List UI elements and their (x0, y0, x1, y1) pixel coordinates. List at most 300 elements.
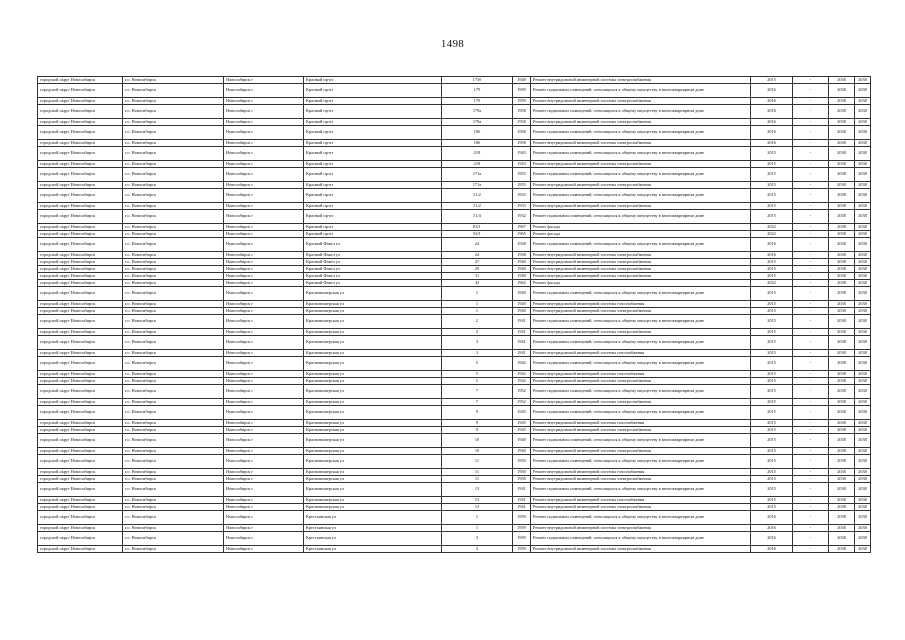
municipality-cell: городской округ Новосибирск (38, 119, 123, 126)
period-start-cell: 2038 (829, 476, 855, 483)
table-row (38, 126, 871, 140)
work-type-cell: Ремонт внутридомовой инженерной системы электроснабжения (531, 525, 751, 532)
period-start-cell: 2038 (829, 329, 855, 336)
house-cell: 13 (442, 483, 513, 497)
city-cell: Новосибирск г (224, 168, 304, 182)
planned-year-cell: 2015 (751, 273, 793, 280)
planned-year-cell: 2016 (751, 105, 793, 119)
city-cell: Новосибирск г (224, 252, 304, 259)
municipality-cell: городской округ Новосибирск (38, 420, 123, 427)
dash-cell: - (793, 532, 829, 546)
dash-cell: - (793, 140, 829, 147)
table-row (38, 434, 871, 448)
dash-cell: - (793, 455, 829, 469)
work-type-cell: Ремонт внутридомовой инженерной системы электроснабжения (531, 476, 751, 483)
table-row (38, 546, 871, 553)
house-cell: 31 (442, 273, 513, 280)
year-built-cell: 1941 (513, 336, 531, 350)
table-row (38, 301, 871, 308)
district-cell: г.о. Новосибирск (123, 189, 224, 203)
period-start-cell: 2038 (829, 504, 855, 511)
city-cell: Новосибирск г (224, 182, 304, 189)
street-cell: Краснoвишерская ул (304, 385, 442, 399)
dash-cell: - (793, 238, 829, 252)
city-cell: Новосибирск г (224, 203, 304, 210)
work-type-cell: Ремонт внутридомовой инженерной системы электроснабжения (531, 259, 751, 266)
table-row (38, 427, 871, 434)
page-number: 1498 (440, 38, 465, 50)
municipality-cell: городской округ Новосибирск (38, 84, 123, 98)
city-cell: Новосибирск г (224, 84, 304, 98)
dash-cell: - (793, 420, 829, 427)
table-row (38, 182, 871, 189)
repair-registry-table (37, 76, 871, 553)
table-row (38, 399, 871, 406)
dash-cell: - (793, 252, 829, 259)
house-cell: 171а (442, 182, 513, 189)
district-cell: г.о. Новосибирск (123, 497, 224, 504)
period-end-cell: 2038 (855, 273, 871, 280)
city-cell: Новосибирск г (224, 161, 304, 168)
municipality-cell: городской округ Новосибирск (38, 203, 123, 210)
city-cell: Новосибирск г (224, 210, 304, 224)
planned-year-cell: 2015 (751, 371, 793, 378)
year-built-cell: 1952 (513, 385, 531, 399)
work-type-cell: Ремонт внутридомовой инженерной системы газоснабжения (531, 420, 751, 427)
period-start-cell: 2038 (829, 455, 855, 469)
dash-cell: - (793, 259, 829, 266)
street-cell: Крестьянская ул (304, 532, 442, 546)
period-start-cell: 2038 (829, 350, 855, 357)
work-type-cell: Ремонт внутридомовой инженерной системы электроснабжения (531, 119, 751, 126)
period-start-cell: 2038 (829, 266, 855, 273)
year-built-cell: 1958 (513, 126, 531, 140)
period-end-cell: 2038 (855, 315, 871, 329)
period-end-cell: 2038 (855, 84, 871, 98)
municipality-cell: городской округ Новосибирск (38, 385, 123, 399)
house-cell: 179 (442, 98, 513, 105)
street-cell: Краснoвишерская ул (304, 336, 442, 350)
year-built-cell: 1959 (513, 511, 531, 525)
period-start-cell: 2038 (829, 469, 855, 476)
table-row (38, 336, 871, 350)
work-type-cell: Ремонт подвальных помещений, относящихся к общему имуществу в многоквартирном доме (531, 168, 751, 182)
municipality-cell: городской округ Новосибирск (38, 525, 123, 532)
period-end-cell: 2038 (855, 371, 871, 378)
year-built-cell: 1940 (513, 287, 531, 301)
street-cell: Красный Факел ул (304, 238, 442, 252)
year-built-cell: 1940 (513, 266, 531, 273)
city-cell: Новосибирск г (224, 308, 304, 315)
work-type-cell: Ремонт внутридомовой инженерной системы электроснабжения (531, 98, 751, 105)
street-cell: Краснoвишерская ул (304, 329, 442, 336)
table-row (38, 469, 871, 476)
planned-year-cell: 2015 (751, 308, 793, 315)
dash-cell: - (793, 427, 829, 434)
period-start-cell: 2038 (829, 378, 855, 385)
district-cell: г.о. Новосибирск (123, 371, 224, 378)
municipality-cell: городской округ Новосибирск (38, 98, 123, 105)
period-start-cell: 2038 (829, 84, 855, 98)
table-row (38, 210, 871, 224)
municipality-cell: городской округ Новосибирск (38, 434, 123, 448)
house-cell: 51/4 (442, 210, 513, 224)
district-cell: г.о. Новосибирск (123, 546, 224, 553)
period-start-cell: 2038 (829, 140, 855, 147)
period-start-cell: 2038 (829, 182, 855, 189)
year-built-cell: 1962 (513, 280, 531, 287)
period-start-cell: 2038 (829, 301, 855, 308)
street-cell: Краснoвишерская ул (304, 420, 442, 427)
city-cell: Новосибирск г (224, 511, 304, 525)
table-row (38, 378, 871, 385)
work-type-cell: Ремонт внутридомовой инженерной системы электроснабжения (531, 182, 751, 189)
dash-cell: - (793, 378, 829, 385)
district-cell: г.о. Новосибирск (123, 308, 224, 315)
year-built-cell: 1940 (513, 434, 531, 448)
house-cell: 27 (442, 259, 513, 266)
city-cell: Новосибирск г (224, 266, 304, 273)
year-built-cell: 1941 (513, 350, 531, 357)
municipality-cell: городской округ Новосибирск (38, 224, 123, 231)
period-end-cell: 2038 (855, 511, 871, 525)
district-cell: г.о. Новосибирск (123, 476, 224, 483)
district-cell: г.о. Новосибирск (123, 231, 224, 238)
table-row (38, 105, 871, 119)
table-row (38, 532, 871, 546)
house-cell: 10 (442, 434, 513, 448)
work-type-cell: Ремонт внутридомовой инженерной системы газоснабжения (531, 469, 751, 476)
house-cell: 11 (442, 455, 513, 469)
city-cell: Новосибирск г (224, 336, 304, 350)
planned-year-cell: 2015 (751, 210, 793, 224)
dash-cell: - (793, 511, 829, 525)
period-start-cell: 2038 (829, 98, 855, 105)
dash-cell: - (793, 448, 829, 455)
city-cell: Новосибирск г (224, 371, 304, 378)
house-cell: 13 (442, 504, 513, 511)
work-type-cell: Ремонт внутридомовой инженерной системы электроснабжения (531, 448, 751, 455)
district-cell: г.о. Новосибирск (123, 315, 224, 329)
city-cell: Новосибирск г (224, 140, 304, 147)
year-built-cell: 1938 (513, 252, 531, 259)
house-cell: 13 (442, 497, 513, 504)
period-start-cell: 2038 (829, 399, 855, 406)
dash-cell: - (793, 483, 829, 497)
planned-year-cell: 2015 (751, 301, 793, 308)
period-start-cell: 2038 (829, 259, 855, 266)
district-cell: г.о. Новосибирск (123, 532, 224, 546)
work-type-cell: Ремонт подвальных помещений, относящихся к общему имуществу в многоквартирном доме (531, 385, 751, 399)
work-type-cell: Ремонт внутридомовой инженерной системы электроснабжения (531, 329, 751, 336)
table-row (38, 224, 871, 231)
period-end-cell: 2038 (855, 434, 871, 448)
house-cell: 2 (442, 329, 513, 336)
period-end-cell: 2038 (855, 427, 871, 434)
dash-cell: - (793, 203, 829, 210)
district-cell: г.о. Новосибирск (123, 140, 224, 147)
city-cell: Новосибирск г (224, 546, 304, 553)
year-built-cell: 1942 (513, 357, 531, 371)
planned-year-cell: 2022 (751, 224, 793, 231)
house-cell: 24 (442, 252, 513, 259)
municipality-cell: городской округ Новосибирск (38, 427, 123, 434)
house-cell: 218 (442, 147, 513, 161)
municipality-cell: городской округ Новосибирск (38, 287, 123, 301)
dash-cell: - (793, 497, 829, 504)
period-start-cell: 2038 (829, 105, 855, 119)
dash-cell: - (793, 504, 829, 511)
period-start-cell: 2038 (829, 168, 855, 182)
dash-cell: - (793, 168, 829, 182)
street-cell: Красный Факел ул (304, 259, 442, 266)
dash-cell: - (793, 224, 829, 231)
house-cell: 24 (442, 238, 513, 252)
dash-cell: - (793, 126, 829, 140)
table-row (38, 455, 871, 469)
table-row (38, 357, 871, 371)
district-cell: г.о. Новосибирск (123, 105, 224, 119)
planned-year-cell: 2015 (751, 406, 793, 420)
district-cell: г.о. Новосибирск (123, 161, 224, 168)
year-built-cell: 1940 (513, 301, 531, 308)
planned-year-cell: 2015 (751, 385, 793, 399)
planned-year-cell: 2015 (751, 266, 793, 273)
dash-cell: - (793, 266, 829, 273)
house-cell: 1 (442, 525, 513, 532)
planned-year-cell: 2015 (751, 161, 793, 168)
house-cell: 171а (442, 168, 513, 182)
city-cell: Новосибирск г (224, 532, 304, 546)
dash-cell: - (793, 161, 829, 168)
year-built-cell: 1938 (513, 238, 531, 252)
planned-year-cell: 2015 (751, 455, 793, 469)
street-cell: Красный пр-кт (304, 189, 442, 203)
dash-cell: - (793, 301, 829, 308)
planned-year-cell: 2016 (751, 84, 793, 98)
district-cell: г.о. Новосибирск (123, 336, 224, 350)
municipality-cell: городской округ Новосибирск (38, 455, 123, 469)
house-cell: 5 (442, 357, 513, 371)
house-cell: 9 (442, 420, 513, 427)
house-cell: 3 (442, 336, 513, 350)
planned-year-cell: 2015 (751, 287, 793, 301)
planned-year-cell: 2015 (751, 182, 793, 189)
year-built-cell: 1933 (513, 203, 531, 210)
table-row (38, 350, 871, 357)
table-row (38, 203, 871, 210)
planned-year-cell: 2022 (751, 280, 793, 287)
city-cell: Новосибирск г (224, 455, 304, 469)
period-end-cell: 2038 (855, 189, 871, 203)
period-start-cell: 2038 (829, 434, 855, 448)
work-type-cell: Ремонт внутридомовой инженерной системы газоснабжения (531, 301, 751, 308)
street-cell: Красный пр-кт (304, 224, 442, 231)
period-end-cell: 2038 (855, 385, 871, 399)
street-cell: Красный пр-кт (304, 119, 442, 126)
work-type-cell: Ремонт внутридомовой инженерной системы электроснабжения (531, 161, 751, 168)
street-cell: Краснoвишерская ул (304, 469, 442, 476)
district-cell: г.о. Новосибирск (123, 511, 224, 525)
dash-cell: - (793, 525, 829, 532)
planned-year-cell: 2015 (751, 203, 793, 210)
district-cell: г.о. Новосибирск (123, 77, 224, 84)
municipality-cell: городской округ Новосибирск (38, 77, 123, 84)
dash-cell: - (793, 119, 829, 126)
year-built-cell: 1941 (513, 329, 531, 336)
dash-cell: - (793, 406, 829, 420)
district-cell: г.о. Новосибирск (123, 224, 224, 231)
dash-cell: - (793, 210, 829, 224)
period-end-cell: 2038 (855, 203, 871, 210)
house-cell: 83/1 (442, 224, 513, 231)
dash-cell: - (793, 308, 829, 315)
city-cell: Новосибирск г (224, 119, 304, 126)
year-built-cell: 1940 (513, 448, 531, 455)
dash-cell: - (793, 357, 829, 371)
municipality-cell: городской округ Новосибирск (38, 105, 123, 119)
municipality-cell: городской округ Новосибирск (38, 371, 123, 378)
year-built-cell: 1942 (513, 378, 531, 385)
dash-cell: - (793, 77, 829, 84)
street-cell: Крестьянская ул (304, 511, 442, 525)
year-built-cell: 1941 (513, 483, 531, 497)
street-cell: Красный пр-кт (304, 140, 442, 147)
period-end-cell: 2038 (855, 224, 871, 231)
table-row (38, 259, 871, 266)
work-type-cell: Ремонт подвальных помещений, относящихся к общему имуществу в многоквартирном доме (531, 210, 751, 224)
period-end-cell: 2038 (855, 455, 871, 469)
period-end-cell: 2038 (855, 168, 871, 182)
municipality-cell: городской округ Новосибирск (38, 511, 123, 525)
work-type-cell: Ремонт фасада (531, 231, 751, 238)
period-start-cell: 2038 (829, 161, 855, 168)
period-end-cell: 2038 (855, 266, 871, 273)
year-built-cell: 1932 (513, 210, 531, 224)
street-cell: Красный пр-кт (304, 231, 442, 238)
city-cell: Новосибирск г (224, 259, 304, 266)
district-cell: г.о. Новосибирск (123, 378, 224, 385)
planned-year-cell: 2015 (751, 329, 793, 336)
house-cell: 11 (442, 476, 513, 483)
work-type-cell: Ремонт подвальных помещений, относящихся к общему имуществу в многоквартирном доме (531, 287, 751, 301)
house-cell: 51/2 (442, 189, 513, 203)
table-row (38, 168, 871, 182)
work-type-cell: Ремонт внутридомовой инженерной системы газоснабжения (531, 371, 751, 378)
work-type-cell: Ремонт внутридомовой инженерной системы электроснабжения (531, 252, 751, 259)
period-start-cell: 2038 (829, 357, 855, 371)
period-end-cell: 2038 (855, 98, 871, 105)
period-start-cell: 2038 (829, 315, 855, 329)
period-end-cell: 2038 (855, 336, 871, 350)
street-cell: Краснoвишерская ул (304, 371, 442, 378)
work-type-cell: Ремонт внутридомовой инженерной системы электроснабжения (531, 203, 751, 210)
city-cell: Новосибирск г (224, 98, 304, 105)
work-type-cell: Ремонт внутридомовой инженерной системы электроснабжения (531, 77, 751, 84)
municipality-cell: городской округ Новосибирск (38, 399, 123, 406)
city-cell: Новосибирск г (224, 434, 304, 448)
district-cell: г.о. Новосибирск (123, 525, 224, 532)
work-type-cell: Ремонт подвальных помещений, относящихся к общему имуществу в многоквартирном доме (531, 238, 751, 252)
district-cell: г.о. Новосибирск (123, 203, 224, 210)
table-row (38, 420, 871, 427)
period-end-cell: 2038 (855, 105, 871, 119)
city-cell: Новосибирск г (224, 483, 304, 497)
period-end-cell: 2038 (855, 406, 871, 420)
municipality-cell: городской округ Новосибирск (38, 497, 123, 504)
period-end-cell: 2038 (855, 147, 871, 161)
planned-year-cell: 2015 (751, 336, 793, 350)
period-start-cell: 2038 (829, 210, 855, 224)
municipality-cell: городской округ Новосибирск (38, 357, 123, 371)
dash-cell: - (793, 105, 829, 119)
work-type-cell: Ремонт внутридомовой инженерной системы электроснабжения (531, 399, 751, 406)
district-cell: г.о. Новосибирск (123, 210, 224, 224)
year-built-cell: 1940 (513, 273, 531, 280)
municipality-cell: городской округ Новосибирск (38, 252, 123, 259)
period-start-cell: 2038 (829, 189, 855, 203)
dash-cell: - (793, 182, 829, 189)
city-cell: Новосибирск г (224, 406, 304, 420)
house-cell: 3 (442, 350, 513, 357)
municipality-cell: городской округ Новосибирск (38, 301, 123, 308)
municipality-cell: городской округ Новосибирск (38, 210, 123, 224)
registry-body (38, 77, 871, 553)
work-type-cell: Ремонт внутридомовой инженерной системы электроснабжения (531, 308, 751, 315)
municipality-cell: городской округ Новосибирск (38, 182, 123, 189)
municipality-cell: городской округ Новосибирск (38, 266, 123, 273)
period-end-cell: 2038 (855, 301, 871, 308)
period-start-cell: 2038 (829, 77, 855, 84)
municipality-cell: городской округ Новосибирск (38, 273, 123, 280)
house-cell: 29 (442, 266, 513, 273)
period-end-cell: 2038 (855, 308, 871, 315)
city-cell: Новосибирск г (224, 497, 304, 504)
table-row (38, 504, 871, 511)
period-end-cell: 2038 (855, 140, 871, 147)
house-cell: 179а (442, 105, 513, 119)
city-cell: Новосибирск г (224, 378, 304, 385)
district-cell: г.о. Новосибирск (123, 301, 224, 308)
period-end-cell: 2038 (855, 252, 871, 259)
period-end-cell: 2038 (855, 504, 871, 511)
district-cell: г.о. Новосибирск (123, 126, 224, 140)
district-cell: г.о. Новосибирск (123, 147, 224, 161)
work-type-cell: Ремонт внутридомовой инженерной системы электроснабжения (531, 427, 751, 434)
street-cell: Краснoвишерская ул (304, 427, 442, 434)
house-cell: 9 (442, 427, 513, 434)
planned-year-cell: 2015 (751, 420, 793, 427)
street-cell: Красный пр-кт (304, 210, 442, 224)
year-built-cell: 1955 (513, 168, 531, 182)
street-cell: Краснoвишерская ул (304, 301, 442, 308)
period-end-cell: 2038 (855, 210, 871, 224)
district-cell: г.о. Новосибирск (123, 504, 224, 511)
district-cell: г.о. Новосибирск (123, 266, 224, 273)
work-type-cell: Ремонт подвальных помещений, относящихся к общему имуществу в многоквартирном доме (531, 105, 751, 119)
planned-year-cell: 2015 (751, 168, 793, 182)
house-cell: 173б (442, 77, 513, 84)
period-end-cell: 2038 (855, 469, 871, 476)
planned-year-cell: 2016 (751, 546, 793, 553)
district-cell: г.о. Новосибирск (123, 427, 224, 434)
period-end-cell: 2038 (855, 420, 871, 427)
dash-cell: - (793, 469, 829, 476)
municipality-cell: городской округ Новосибирск (38, 469, 123, 476)
dash-cell: - (793, 476, 829, 483)
work-type-cell: Ремонт внутридомовой инженерной системы электроснабжения (531, 504, 751, 511)
city-cell: Новосибирск г (224, 105, 304, 119)
